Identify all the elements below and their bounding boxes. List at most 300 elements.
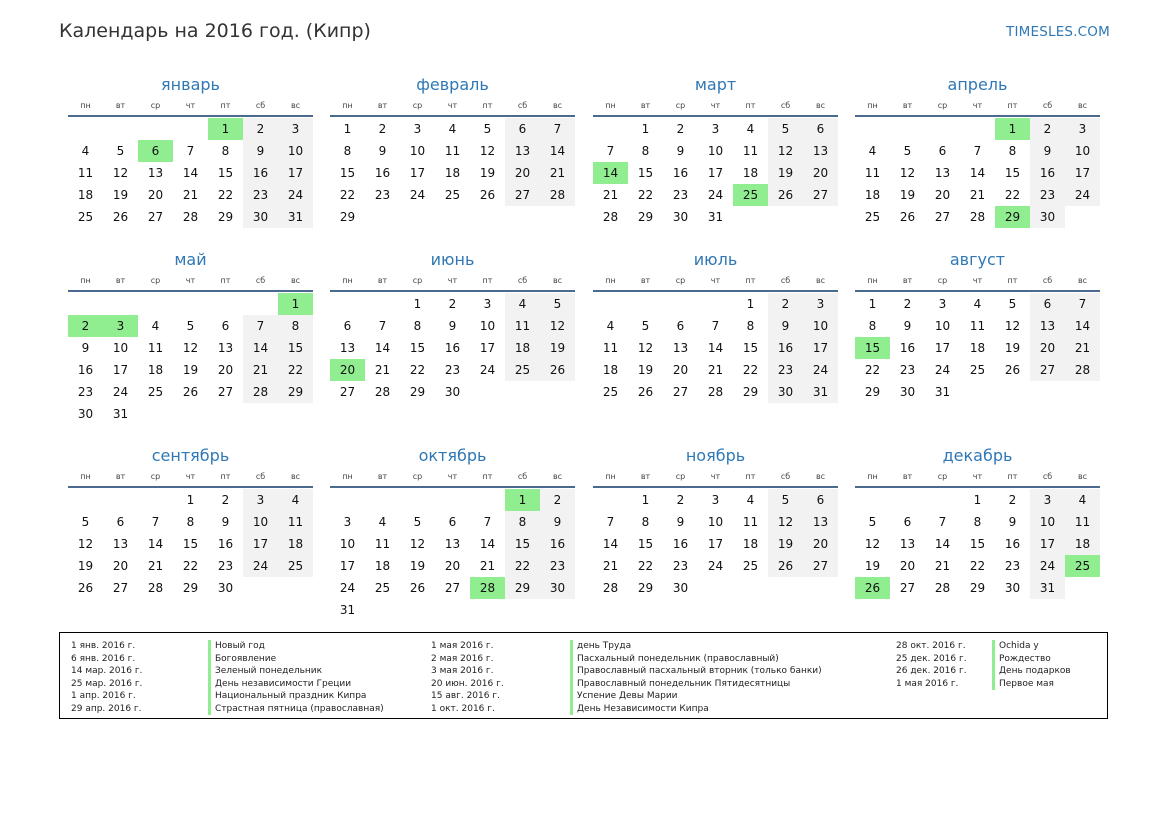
weekday-label: ср — [412, 276, 423, 285]
day-grid — [855, 293, 1100, 403]
day-cell: 25 — [278, 555, 313, 577]
day-cell: 24 — [707, 559, 724, 573]
weekday-label: вт — [640, 276, 651, 285]
day-cell: 22 — [505, 555, 540, 577]
day-cell: 10 — [707, 515, 724, 529]
day-cell: 12 — [768, 511, 803, 533]
day-cell: 25 — [147, 385, 164, 399]
day-cell: 24 — [112, 385, 129, 399]
day-cell: 29 — [278, 381, 313, 403]
weekday-label: сб — [517, 101, 528, 110]
day-cell: 12 — [112, 166, 129, 180]
day-cell: 21 — [374, 363, 391, 377]
day-cell: 4 — [378, 515, 387, 529]
empty-cell — [890, 118, 925, 140]
weekday-label: сб — [255, 472, 266, 481]
day-cell: 30 — [217, 581, 234, 595]
day-cell: 4 — [81, 144, 90, 158]
weekday-label: вс — [552, 101, 563, 110]
day-cell: 16 — [77, 363, 94, 377]
day-cell: 13 — [803, 511, 838, 533]
month-name: июль — [693, 250, 738, 269]
day-cell: 21 — [147, 559, 164, 573]
day-cell: 9 — [378, 144, 387, 158]
day-cell: 4 — [868, 144, 877, 158]
day-cell: 7 — [151, 515, 160, 529]
day-cell: 12 — [540, 315, 575, 337]
day-cell: 25 — [505, 359, 540, 381]
day-cell: 1 — [746, 297, 755, 311]
weekday-label: чт — [710, 276, 721, 285]
empty-cell — [173, 118, 208, 140]
day-cell: 18 — [278, 533, 313, 555]
weekday-label: пт — [745, 101, 756, 110]
day-cell: 10 — [479, 319, 496, 333]
day-cell: 26 — [409, 581, 426, 595]
day-cell: 7 — [973, 144, 982, 158]
weekday-label: ср — [412, 472, 423, 481]
day-cell: 21 — [934, 559, 951, 573]
weekday-label: вс — [290, 101, 301, 110]
empty-cell — [208, 293, 243, 315]
holiday-day: 20 — [330, 359, 365, 381]
weekday-label: пт — [1007, 276, 1018, 285]
day-cell: 17 — [479, 341, 496, 355]
day-cell: 10 — [1030, 511, 1065, 533]
month-name: март — [694, 75, 737, 94]
day-cell: 8 — [973, 515, 982, 529]
day-cell: 10 — [1065, 140, 1100, 162]
month-name: апрель — [947, 75, 1008, 94]
day-cell: 28 — [969, 210, 986, 224]
day-cell: 6 — [505, 118, 540, 140]
day-cell: 31 — [803, 381, 838, 403]
day-cell: 4 — [746, 493, 755, 507]
day-cell: 10 — [243, 511, 278, 533]
day-cell: 14 — [147, 537, 164, 551]
month-name: август — [949, 250, 1006, 269]
empty-cell — [593, 293, 628, 315]
day-cell: 30 — [768, 381, 803, 403]
day-cell: 28 — [374, 385, 391, 399]
holiday-name: День подарков — [992, 665, 1071, 678]
weekday-label: чт — [447, 276, 458, 285]
day-cell: 14 — [934, 537, 951, 551]
holiday-day: 25 — [1065, 555, 1100, 577]
day-cell: 1 — [641, 493, 650, 507]
weekday-label: вс — [1077, 472, 1088, 481]
day-cell: 12 — [899, 166, 916, 180]
day-cell: 1 — [343, 122, 352, 136]
weekday-label: сб — [255, 101, 266, 110]
weekday-label: пн — [867, 472, 878, 481]
holiday-name: Национальный праздник Кипра — [208, 690, 366, 703]
day-cell: 28 — [602, 210, 619, 224]
weekday-label: ср — [675, 472, 686, 481]
month-9 — [68, 445, 313, 599]
day-cell: 11 — [374, 537, 391, 551]
day-cell: 3 — [711, 493, 720, 507]
day-cell: 12 — [637, 341, 654, 355]
day-cell: 21 — [707, 363, 724, 377]
weekday-label: вс — [815, 101, 826, 110]
day-cell: 8 — [868, 319, 877, 333]
day-grid — [855, 489, 1100, 599]
month-1 — [68, 74, 313, 228]
page-title: Календарь на 2016 год. (Кипр) — [59, 20, 371, 42]
day-cell: 6 — [343, 319, 352, 333]
holiday-name: Ochida y — [992, 640, 1039, 653]
empty-cell — [400, 489, 435, 511]
day-cell: 17 — [112, 363, 129, 377]
day-cell: 26 — [479, 188, 496, 202]
month-8 — [855, 249, 1100, 403]
day-cell: 15 — [339, 166, 356, 180]
day-cell: 17 — [243, 533, 278, 555]
weekday-label: сб — [517, 276, 528, 285]
day-cell: 11 — [1065, 511, 1100, 533]
holiday-day: 26 — [855, 577, 890, 599]
weekday-label: пн — [605, 276, 616, 285]
day-cell: 19 — [1004, 341, 1021, 355]
empty-cell — [435, 489, 470, 511]
day-cell: 11 — [742, 144, 759, 158]
holiday-date: 1 апр. 2016 г. — [71, 691, 136, 701]
day-cell: 19 — [637, 363, 654, 377]
day-grid — [68, 293, 313, 425]
month-name: январь — [161, 75, 220, 94]
day-cell: 13 — [803, 140, 838, 162]
day-cell: 6 — [803, 489, 838, 511]
day-cell: 13 — [147, 166, 164, 180]
day-cell: 2 — [676, 493, 685, 507]
day-cell: 3 — [1030, 489, 1065, 511]
day-cell: 4 — [973, 297, 982, 311]
day-cell: 29 — [217, 210, 234, 224]
day-cell: 3 — [278, 118, 313, 140]
day-grid — [330, 118, 575, 228]
day-cell: 20 — [505, 162, 540, 184]
day-cell: 19 — [899, 188, 916, 202]
day-cell: 15 — [182, 537, 199, 551]
weekday-label: чт — [185, 472, 196, 481]
empty-cell — [960, 118, 995, 140]
day-cell: 30 — [1030, 206, 1065, 228]
weekday-label: ср — [150, 472, 161, 481]
day-cell: 7 — [938, 515, 947, 529]
day-cell: 3 — [413, 122, 422, 136]
day-cell: 31 — [1030, 577, 1065, 599]
day-cell: 21 — [602, 559, 619, 573]
weekday-label: пн — [80, 276, 91, 285]
day-cell: 17 — [707, 537, 724, 551]
day-grid — [68, 118, 313, 228]
day-cell: 9 — [676, 144, 685, 158]
holiday-day: 25 — [733, 184, 768, 206]
weekday-label: вс — [552, 472, 563, 481]
day-cell: 15 — [1004, 166, 1021, 180]
holiday-date: 2 мая 2016 г. — [431, 653, 494, 664]
weekday-header — [593, 96, 838, 117]
day-cell: 27 — [672, 385, 689, 399]
day-cell: 16 — [444, 341, 461, 355]
day-cell: 2 — [540, 489, 575, 511]
day-cell: 13 — [934, 166, 951, 180]
day-cell: 24 — [707, 188, 724, 202]
day-cell: 11 — [864, 166, 881, 180]
weekday-label: пн — [342, 101, 353, 110]
day-cell: 6 — [803, 118, 838, 140]
day-cell: 4 — [448, 122, 457, 136]
weekday-label: чт — [710, 472, 721, 481]
month-2 — [330, 74, 575, 228]
day-cell: 30 — [77, 407, 94, 421]
day-cell: 20 — [899, 559, 916, 573]
day-cell: 26 — [899, 210, 916, 224]
weekday-label: сб — [517, 472, 528, 481]
day-cell: 28 — [147, 581, 164, 595]
day-cell: 3 — [938, 297, 947, 311]
day-cell: 16 — [672, 166, 689, 180]
day-cell: 18 — [505, 337, 540, 359]
day-cell: 23 — [672, 188, 689, 202]
day-cell: 26 — [540, 359, 575, 381]
holiday-name: Зеленый понедельник — [208, 665, 322, 678]
day-cell: 24 — [278, 184, 313, 206]
empty-cell — [138, 293, 173, 315]
day-cell: 27 — [505, 184, 540, 206]
month-3 — [593, 74, 838, 228]
day-cell: 27 — [899, 581, 916, 595]
day-cell: 16 — [768, 337, 803, 359]
holiday-day: 15 — [855, 337, 890, 359]
weekday-label: сб — [780, 101, 791, 110]
day-cell: 9 — [81, 341, 90, 355]
day-cell: 11 — [444, 144, 461, 158]
day-cell: 1 — [868, 297, 877, 311]
day-cell: 20 — [1030, 337, 1065, 359]
weekday-label: вт — [115, 472, 126, 481]
day-cell: 22 — [637, 559, 654, 573]
day-cell: 19 — [77, 559, 94, 573]
day-cell: 2 — [903, 297, 912, 311]
day-cell: 22 — [1004, 188, 1021, 202]
day-cell: 16 — [243, 162, 278, 184]
day-cell: 27 — [1030, 359, 1065, 381]
holiday-day: 2 — [68, 315, 103, 337]
day-cell: 7 — [243, 315, 278, 337]
day-cell: 18 — [742, 166, 759, 180]
weekday-label: сб — [1042, 276, 1053, 285]
weekday-label: вт — [902, 472, 913, 481]
day-grid — [593, 489, 838, 599]
day-cell: 5 — [483, 122, 492, 136]
day-cell: 6 — [1030, 293, 1065, 315]
holiday-date: 15 авг. 2016 г. — [431, 691, 500, 701]
day-cell: 21 — [243, 359, 278, 381]
day-cell: 22 — [969, 559, 986, 573]
day-cell: 11 — [969, 319, 986, 333]
day-cell: 4 — [1065, 489, 1100, 511]
day-grid — [330, 489, 575, 621]
month-name: сентябрь — [151, 446, 230, 465]
weekday-header — [68, 96, 313, 117]
weekday-label: вс — [552, 276, 563, 285]
weekday-label: чт — [972, 276, 983, 285]
empty-cell — [698, 293, 733, 315]
month-4 — [855, 74, 1100, 228]
day-cell: 25 — [374, 581, 391, 595]
day-cell: 5 — [641, 319, 650, 333]
day-cell: 26 — [112, 210, 129, 224]
day-cell: 20 — [112, 559, 129, 573]
day-cell: 22 — [217, 188, 234, 202]
day-cell: 24 — [409, 188, 426, 202]
day-cell: 3 — [1065, 118, 1100, 140]
weekday-label: чт — [710, 101, 721, 110]
weekday-header — [855, 271, 1100, 292]
empty-cell — [68, 293, 103, 315]
weekday-label: вт — [902, 276, 913, 285]
day-cell: 19 — [540, 337, 575, 359]
day-cell: 25 — [864, 210, 881, 224]
weekday-label: сб — [1042, 101, 1053, 110]
holiday-name: Богоявление — [208, 653, 276, 666]
day-grid — [593, 118, 838, 228]
weekday-label: пн — [605, 101, 616, 110]
weekday-label: пн — [80, 101, 91, 110]
day-cell: 14 — [182, 166, 199, 180]
day-cell: 5 — [903, 144, 912, 158]
day-cell: 9 — [903, 319, 912, 333]
weekday-label: пт — [745, 276, 756, 285]
weekday-label: вт — [115, 276, 126, 285]
weekday-label: ср — [675, 276, 686, 285]
day-cell: 19 — [409, 559, 426, 573]
day-cell: 8 — [746, 319, 755, 333]
day-cell: 26 — [768, 184, 803, 206]
day-cell: 22 — [742, 363, 759, 377]
month-name: ноябрь — [685, 446, 746, 465]
day-cell: 15 — [505, 533, 540, 555]
day-cell: 5 — [768, 489, 803, 511]
holiday-date: 28 окт. 2016 г. — [896, 641, 966, 651]
day-cell: 30 — [899, 385, 916, 399]
day-cell: 23 — [1004, 559, 1021, 573]
empty-cell — [365, 293, 400, 315]
empty-cell — [855, 489, 890, 511]
day-cell: 12 — [1004, 319, 1021, 333]
weekday-label: ср — [412, 101, 423, 110]
day-cell: 2 — [243, 118, 278, 140]
weekday-header — [855, 96, 1100, 117]
holiday-date: 3 мая 2016 г. — [431, 666, 494, 676]
day-cell: 3 — [483, 297, 492, 311]
holiday-name: День независимости Греции — [208, 678, 351, 691]
holiday-name: Рождество — [992, 653, 1051, 666]
empty-cell — [330, 293, 365, 315]
day-cell: 13 — [505, 140, 540, 162]
weekday-label: пн — [867, 101, 878, 110]
day-cell: 8 — [641, 515, 650, 529]
day-cell: 20 — [147, 188, 164, 202]
day-cell: 5 — [768, 118, 803, 140]
day-cell: 9 — [768, 315, 803, 337]
day-cell: 6 — [938, 144, 947, 158]
day-cell: 3 — [243, 489, 278, 511]
holiday-name: Первое мая — [992, 678, 1054, 691]
holiday-date: 6 янв. 2016 г. — [71, 653, 136, 664]
empty-cell — [103, 118, 138, 140]
day-cell: 31 — [934, 385, 951, 399]
day-cell: 24 — [1065, 184, 1100, 206]
holiday-name: Пасхальный понедельник (православный) — [570, 653, 779, 666]
day-cell: 10 — [112, 341, 129, 355]
holiday-name: Новый год — [208, 640, 265, 653]
day-cell: 17 — [278, 162, 313, 184]
day-cell: 15 — [217, 166, 234, 180]
weekday-header — [330, 467, 575, 488]
site-link[interactable]: TIMESLES.COM — [1006, 24, 1110, 40]
day-cell: 21 — [540, 162, 575, 184]
day-cell: 5 — [1008, 297, 1017, 311]
weekday-label: вс — [290, 472, 301, 481]
day-cell: 30 — [243, 206, 278, 228]
holiday-name: Страстная пятница (православная) — [208, 703, 384, 716]
day-cell: 20 — [444, 559, 461, 573]
day-cell: 17 — [339, 559, 356, 573]
day-cell: 23 — [444, 363, 461, 377]
holiday-day: 1 — [208, 118, 243, 140]
day-cell: 18 — [602, 363, 619, 377]
holiday-name: День Независимости Кипра — [570, 703, 709, 716]
empty-cell — [855, 118, 890, 140]
day-cell: 10 — [409, 144, 426, 158]
holiday-date: 1 мая 2016 г. — [896, 678, 959, 689]
weekday-label: вс — [290, 276, 301, 285]
day-cell: 29 — [742, 385, 759, 399]
day-cell: 9 — [448, 319, 457, 333]
month-6 — [330, 249, 575, 403]
day-cell: 4 — [606, 319, 615, 333]
day-cell: 21 — [479, 559, 496, 573]
day-cell: 18 — [374, 559, 391, 573]
day-cell: 27 — [112, 581, 129, 595]
day-cell: 19 — [112, 188, 129, 202]
day-cell: 27 — [803, 555, 838, 577]
day-cell: 5 — [868, 515, 877, 529]
day-cell: 19 — [182, 363, 199, 377]
day-cell: 23 — [243, 184, 278, 206]
holiday-day: 3 — [103, 315, 138, 337]
month-11 — [593, 445, 838, 599]
day-cell: 16 — [1030, 162, 1065, 184]
weekday-label: пт — [482, 101, 493, 110]
month-name: октябрь — [418, 446, 487, 465]
day-cell: 26 — [1004, 363, 1021, 377]
day-cell: 23 — [672, 559, 689, 573]
day-cell: 16 — [374, 166, 391, 180]
day-cell: 20 — [672, 363, 689, 377]
day-cell: 23 — [899, 363, 916, 377]
day-cell: 28 — [602, 581, 619, 595]
holiday-date: 29 апр. 2016 г. — [71, 703, 142, 714]
day-cell: 11 — [742, 515, 759, 529]
day-cell: 16 — [899, 341, 916, 355]
day-cell: 8 — [641, 144, 650, 158]
day-cell: 25 — [602, 385, 619, 399]
day-cell: 7 — [606, 144, 615, 158]
